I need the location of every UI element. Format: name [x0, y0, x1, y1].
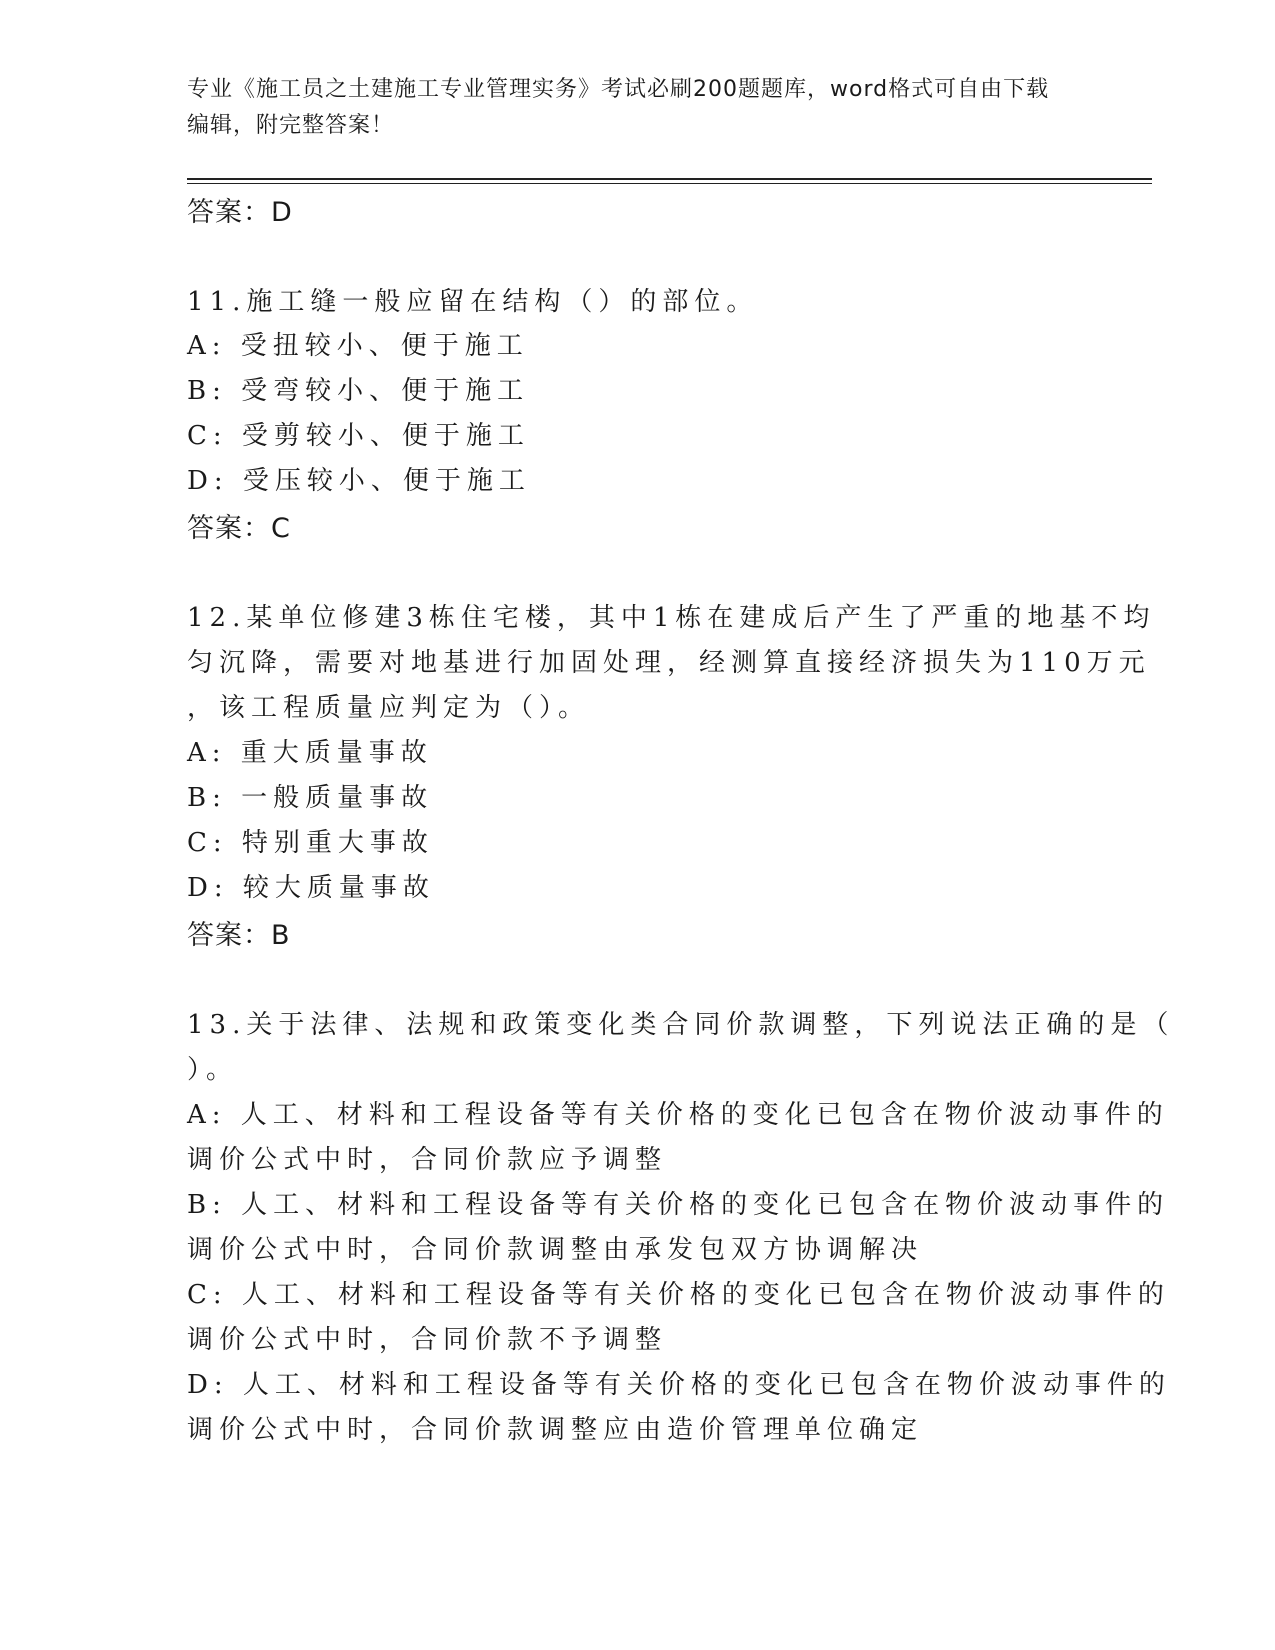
header-rule-thick	[187, 178, 1152, 180]
q13-stem-line-2: ）。	[187, 1055, 239, 1085]
q13-option-d-line-2: 调价公式中时，合同价款调整应由造价管理单位确定	[187, 1415, 924, 1445]
q13-option-c-line-1: C: 人工、材料和工程设备等有关价格的变化已包含在物价波动事件的	[187, 1280, 1170, 1310]
q13-option-a-line-1: A: 人工、材料和工程设备等有关价格的变化已包含在物价波动事件的	[187, 1100, 1169, 1130]
q11-option-c: C: 受剪较小、便于施工	[187, 421, 530, 451]
q13-option-a-line-2: 调价公式中时，合同价款应予调整	[187, 1145, 668, 1175]
q11-answer: 答案：C	[187, 513, 291, 544]
q12-stem-line-2: 匀沉降，需要对地基进行加固处理，经测算直接经济损失为110万元	[187, 648, 1151, 678]
answer-prev: 答案：D	[187, 197, 293, 228]
q13-option-d-line-1: D: 人工、材料和工程设备等有关价格的变化已包含在物价波动事件的	[187, 1370, 1171, 1400]
q12-answer: 答案：B	[187, 920, 291, 951]
q11-option-d: D: 受压较小、便于施工	[187, 466, 531, 496]
q12-option-a: A: 重大质量事故	[187, 738, 433, 768]
q12-option-b: B: 一般质量事故	[187, 783, 434, 813]
q13-option-c-line-2: 调价公式中时，合同价款不予调整	[187, 1325, 668, 1355]
q13-option-b-line-2: 调价公式中时，合同价款调整由承发包双方协调解决	[187, 1235, 924, 1265]
page-header: 专业《施工员之土建施工专业管理实务》考试必刷200题题库，word格式可自由下载编辑，附完整答案！	[187, 77, 1050, 138]
q12-option-c: C: 特别重大事故	[187, 828, 434, 858]
header-rule-thin	[187, 183, 1152, 184]
q11-option-a: A: 受扭较小、便于施工	[187, 331, 529, 361]
q12-option-d: D: 较大质量事故	[187, 873, 435, 903]
q13-stem-line-1: 13.关于法律、法规和政策变化类合同价款调整，下列说法正确的是（	[187, 1010, 1175, 1040]
q12-stem-line-1: 12.某单位修建3栋住宅楼，其中1栋在建成后产生了严重的地基不均	[187, 603, 1156, 633]
q11-stem: 11.施工缝一般应留在结构（）的部位。	[187, 287, 759, 317]
q12-stem-line-3: ，该工程质量应判定为（）。	[187, 693, 591, 723]
q11-option-b: B: 受弯较小、便于施工	[187, 376, 530, 406]
q13-option-b-line-1: B: 人工、材料和工程设备等有关价格的变化已包含在物价波动事件的	[187, 1190, 1170, 1220]
